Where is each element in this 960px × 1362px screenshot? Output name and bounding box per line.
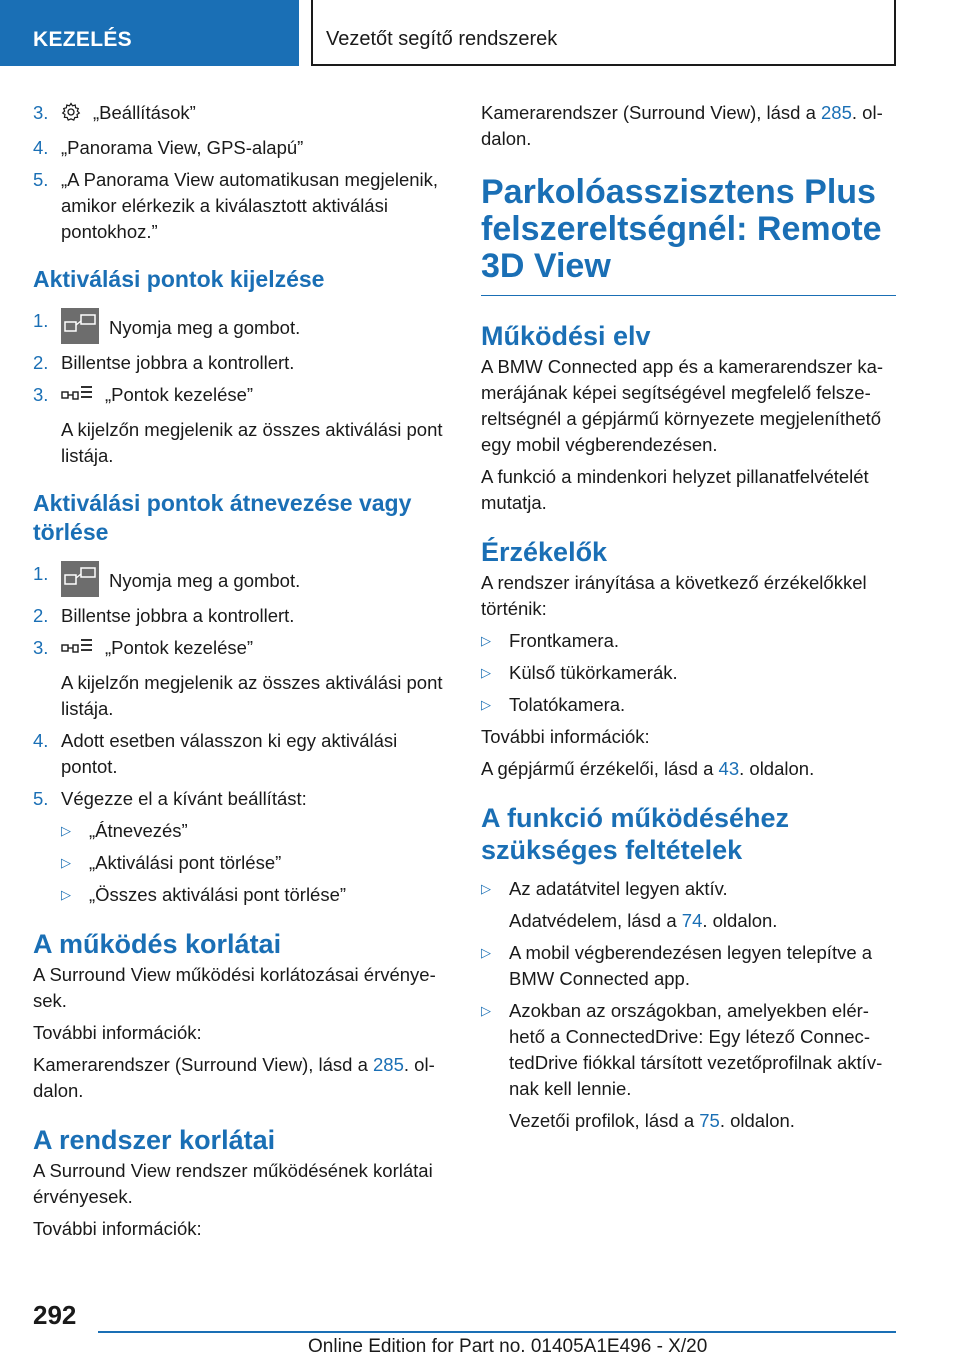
- list-item: ▷ Az adatátvitel legyen aktív. Adatvédelem, lásd a 74. oldalon.: [481, 878, 778, 931]
- step-tilt-controller-2: 2. Billentse jobbra a kontrollert.: [33, 605, 295, 626]
- page-link-43[interactable]: 43: [718, 758, 740, 779]
- page-link-285[interactable]: 285: [821, 102, 852, 123]
- points-list-icon: [61, 637, 93, 664]
- page-link-75[interactable]: 75: [699, 1110, 720, 1131]
- heading-system-limits: A rendszer korlátai: [33, 1125, 276, 1155]
- triangle-bullet-icon: ▷: [61, 855, 71, 870]
- triangle-bullet-icon: ▷: [481, 945, 491, 960]
- camera-button-icon: [61, 308, 99, 344]
- edition-text: Online Edition for Part no. 01405A1E496 - X/20: [308, 1336, 708, 1357]
- section-title: KEZELÉS: [33, 28, 132, 51]
- list-item: ▷ Külső tükörkamerák.: [481, 660, 896, 686]
- right-column: [481, 100, 896, 1140]
- triangle-bullet-icon: ▷: [481, 697, 491, 712]
- step-press-button-2: 1. Nyomja meg a gombot.: [33, 561, 450, 597]
- heading-requirements: A funkció működéséhez szükséges feltételek: [481, 803, 790, 865]
- more-info-label: További információk:: [33, 1218, 202, 1239]
- left-column: [33, 100, 450, 1248]
- page-link-285[interactable]: 285: [373, 1054, 404, 1075]
- step-manage-points: 3. „Pontok kezelése” A kijelzőn megjelenik az összes aktiválási pont listája.: [33, 384, 443, 466]
- camera-system-reference-cont: Kamerarendszer (Surround View), lásd a 285. oldalon.: [481, 102, 883, 149]
- principle-text: A BMW Connected app és a kamerarendszer kamerájának képei segítségével megfelelő felszereltségnél a gépjármű környezete megjeleníthető egy mobil végberendezésen.: [481, 356, 884, 455]
- more-info-label: További információk:: [33, 1022, 202, 1043]
- step-choose-setting: 5. Végezze el a kívánt beállítást:: [33, 788, 307, 809]
- list-item: ▷ Azokban az országokban, amelyekben elérhető a ConnectedDrive: Egy létező ConnectedDrive fiókkal társított vezetőprofilnak aktívnak kell lennie. Vezetői profilok, lásd a 75. oldalon.: [481, 1000, 883, 1131]
- step-manage-points-2: 3. „Pontok kezelése” A kijelzőn megjelenik az összes aktiválási pont listája.: [33, 637, 443, 719]
- list-item: ▷ „Összes aktiválási pont törlése”: [61, 882, 450, 908]
- triangle-bullet-icon: ▷: [61, 887, 71, 902]
- gear-icon: [61, 102, 81, 129]
- section-tab: [0, 0, 299, 66]
- more-info-label: További információk:: [481, 726, 650, 747]
- chapter-title: Vezetőt segítő rendszerek: [326, 28, 558, 50]
- triangle-bullet-icon: ▷: [481, 665, 491, 680]
- step-tilt-controller: 2. Billentse jobbra a kontrollert.: [33, 352, 295, 373]
- footer-divider: [98, 1331, 896, 1333]
- camera-button-icon: [61, 561, 99, 597]
- heading-operation-limits: A működés korlátai: [33, 929, 282, 959]
- camera-system-reference: Kamerarendszer (Surround View), lásd a 285. oldalon.: [33, 1054, 435, 1101]
- heading-remote-3d-view: Parkolóasszisztens Plus felszereltségnél: Remote 3D View: [481, 174, 896, 296]
- principle-text-2: A funkció a mindenkori helyzet pillanatfelvételét mutatja.: [481, 466, 869, 513]
- list-item: ▷ Frontkamera.: [481, 628, 896, 654]
- heading-sensors: Érzékelők: [481, 537, 608, 567]
- step-panorama-gps: 4. „Panorama View, GPS-alapú”: [33, 137, 304, 158]
- heading-principle: Működési elv: [481, 321, 651, 351]
- sensor-reference: A gépjármű érzékelői, lásd a 43. oldalon.: [481, 758, 815, 779]
- step-select-point: 4. Adott esetben válasszon ki egy aktiválási pontot.: [33, 730, 398, 777]
- list-item: ▷ Tolatókamera.: [481, 692, 896, 718]
- step-settings: 3. „Beállítások”: [33, 100, 450, 129]
- heading-rename-points: Aktiválási pontok átnevezése vagy törlése: [33, 490, 412, 545]
- page-number: 292: [33, 1300, 77, 1330]
- triangle-bullet-icon: ▷: [481, 633, 491, 648]
- points-list-icon: [61, 384, 93, 411]
- step-press-button: 1. Nyomja meg a gombot.: [33, 308, 450, 344]
- step-panorama-auto: 5. „A Panorama View automatikusan megjelenik, amikor elérkezik a kiválasztott aktiválási pontokhoz.”: [33, 169, 439, 242]
- sensors-intro: A rendszer irányítása a következő érzékelőkkel történik:: [481, 572, 867, 619]
- list-item: ▷ „Átnevezés”: [61, 818, 450, 844]
- limits-text: A Surround View működési korlátozásai érvényesek.: [33, 964, 436, 1011]
- list-item: ▷ „Aktiválási pont törlése”: [61, 850, 450, 876]
- triangle-bullet-icon: ▷: [481, 881, 491, 896]
- triangle-bullet-icon: ▷: [481, 1003, 491, 1018]
- heading-display-points: Aktiválási pontok kijelzése: [33, 266, 325, 292]
- system-limits-text: A Surround View rendszer működésének korlátai érvényesek.: [33, 1160, 433, 1207]
- triangle-bullet-icon: ▷: [61, 823, 71, 838]
- page-link-74[interactable]: 74: [681, 910, 703, 931]
- chapter-tab: [311, 0, 896, 66]
- list-item: ▷ A mobil végberendezésen legyen telepítve a BMW Connected app.: [481, 942, 873, 989]
